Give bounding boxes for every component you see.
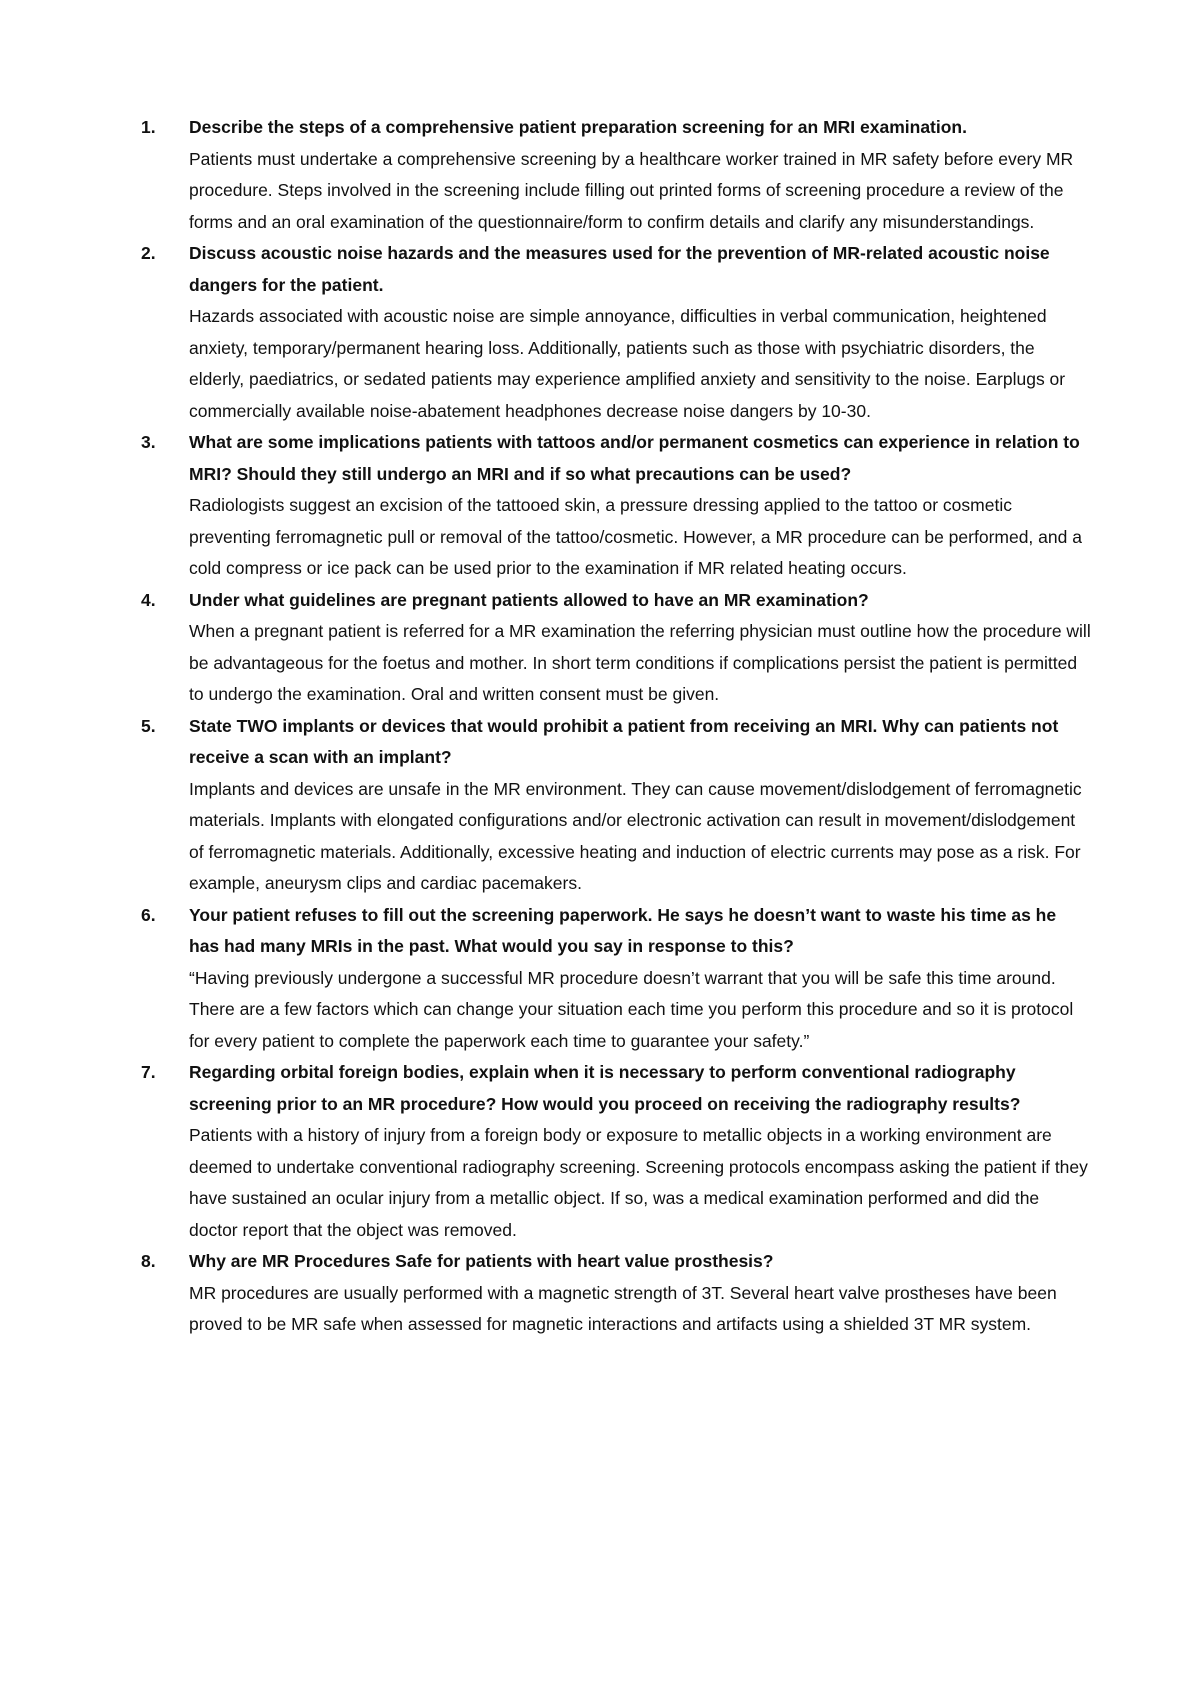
question-number: 3. <box>141 432 156 452</box>
question-text: State TWO implants or devices that would prohibit a patient from receiving an MRI. Why can patients not receive a scan with an implant? <box>189 715 1059 767</box>
question-number: 6. <box>141 904 156 925</box>
question-text: Describe the steps of a comprehensive patient preparation screening for an MRI examination. <box>189 117 967 137</box>
question-number: 4. <box>141 589 156 610</box>
answer-text: When a pregnant patient is referred for a MR examination the referring physician must outline how the procedure will be advantageous for the foetus and mother. In short term conditions if complications persist the patient is permitted to undergo the examination. Oral and written consent must be given. <box>189 621 1091 704</box>
question-item-3 <box>141 427 1091 585</box>
answer-text: Radiologists suggest an excision of the tattooed skin, a pressure dressing applied to the tattoo or cosmetic preventing ferromagnetic pull or removal of the tattoo/cosmetic. However, a MR procedure can be performed, and a cold compress or ice pack can be used prior to the examination if MR related heating occurs. <box>189 495 1082 578</box>
answer-text: “Having previously undergone a successful MR procedure doesn’t warrant that you will be safe this time around. There are a few factors which can change your situation each time you perform this procedure and so it is protocol for every patient to complete the paperwork each time to guarantee your safety.” <box>189 967 1074 1051</box>
question-item-2 <box>141 238 1091 427</box>
answer-text: Implants and devices are unsafe in the MR environment. They can cause movement/dislodgement of ferromagnetic materials. Implants with elongated configurations and/or electronic activation can result in movement/dislodgement of ferromagnetic materials. Additionally, excessive heating and induction of electric currents may pose as a risk. For example, aneurysm clips and cardiac pacemakers. <box>189 778 1082 893</box>
question-text: Discuss acoustic noise hazards and the measures used for the prevention of MR-related acoustic noise dangers for the patient. <box>189 243 1050 295</box>
question-text: Your patient refuses to fill out the screening paperwork. He says he doesn’t want to waste his time as he has had many MRIs in the past. What would you say in response to this? <box>189 904 1057 956</box>
answer-text: MR procedures are usually performed with a magnetic strength of 3T. Several heart valve prostheses have been proved to be MR safe when assessed for magnetic interactions and artifacts using a shielded 3T MR system. <box>189 1282 1057 1334</box>
question-text: Regarding orbital foreign bodies, explain when it is necessary to perform conventional radiography screening prior to an MR procedure? How would you proceed on receiving the radiography results? <box>189 1062 1021 1114</box>
question-number: 7. <box>141 1062 156 1082</box>
question-text: Why are MR Procedures Safe for patients with heart value prosthesis? <box>189 1251 774 1271</box>
question-number: 5. <box>141 715 156 736</box>
question-number: 1. <box>141 117 156 137</box>
question-text: What are some implications patients with tattoos and/or permanent cosmetics can experience in relation to MRI? Should they still undergo an MRI and if so what precautions can be used? <box>189 432 1080 484</box>
question-item-6 <box>141 900 1091 1058</box>
question-number: 8. <box>141 1251 156 1271</box>
question-number: 2. <box>141 243 156 263</box>
answer-text: Patients must undertake a comprehensive screening by a healthcare worker trained in MR safety before every MR procedure. Steps involved in the screening include filling out printed forms of screening procedure a review of the forms and an oral examination of the questionnaire/form to confirm details and clarify any misunderstandings. <box>189 148 1074 232</box>
question-item-1 <box>141 112 1091 238</box>
question-list <box>141 112 1091 1341</box>
answer-text: Hazards associated with acoustic noise are simple annoyance, difficulties in verbal communication, heightened anxiety, temporary/permanent hearing loss. Additionally, patients such as those with psychiatric disorders, the elderly, paediatrics, or sedated patients may experience amplified anxiety and sensitivity to the noise. Earplugs or commercially available noise-abatement headphones decrease noise dangers by 10-30. <box>189 306 1066 421</box>
question-text: Under what guidelines are pregnant patients allowed to have an MR examination? <box>189 589 869 610</box>
question-item-8 <box>141 1246 1091 1341</box>
question-item-5 <box>141 711 1091 900</box>
question-item-4 <box>141 585 1091 711</box>
question-item-7 <box>141 1057 1091 1246</box>
answer-text: Patients with a history of injury from a foreign body or exposure to metallic objects in a working environment are deemed to undertake conventional radiography screening. Screening protocols encompass asking the patient if they have sustained an ocular injury from a metallic object. If so, was a medical examination performed and did the doctor report that the object was removed. <box>189 1125 1088 1240</box>
